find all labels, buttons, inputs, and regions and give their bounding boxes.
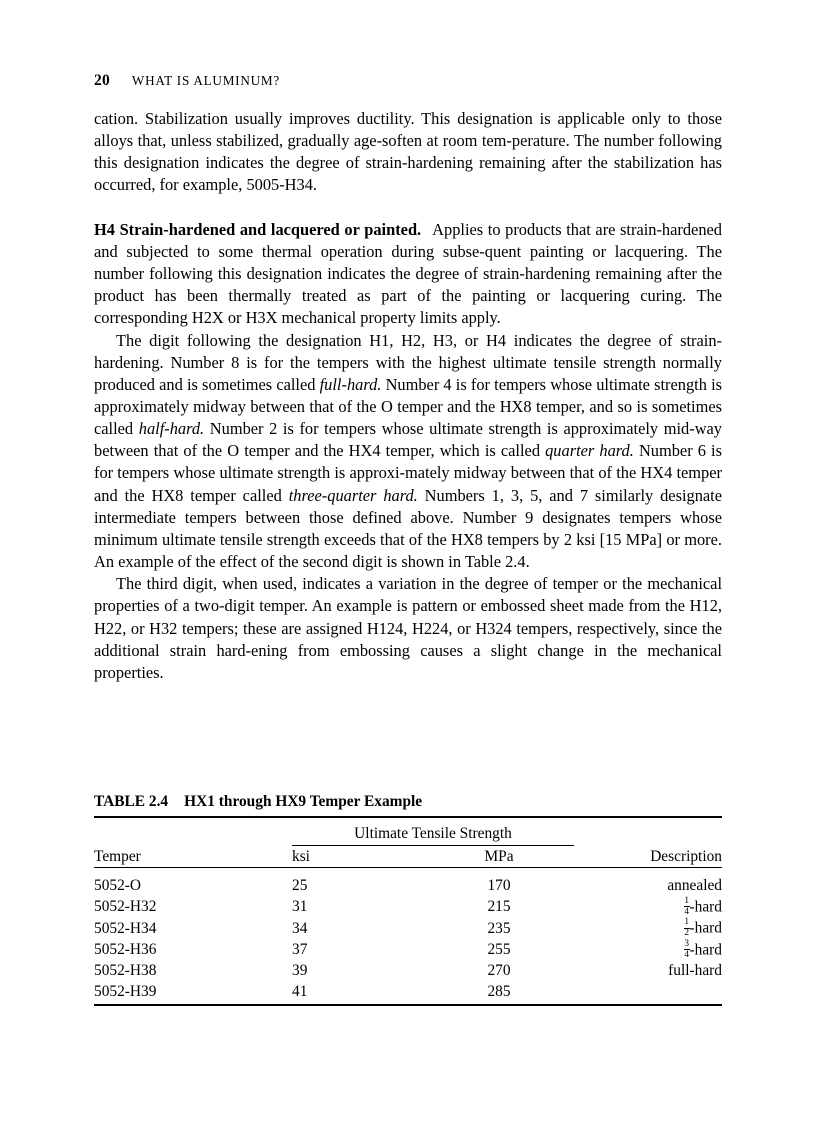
cell-mpa: 285 [487,982,511,1000]
cell-ksi: 41 [292,982,308,1000]
table-row [94,895,722,917]
column-header-temper: Temper [94,848,141,865]
term-half-hard: half-hard. [138,419,205,439]
cell-description: full-hard [668,962,722,980]
h4-run-in-heading: H4 Strain-hardened and lacquered or painted. [94,219,422,239]
fraction-numerator: 1 [684,895,690,906]
paragraph-third-digit-text: The third digit, when used, indicates a variation in the degree of temper or the mechanical properties of a two-digit temper. An example is pattern or embossed sheet made from the H12, H22, or H32 tempers; these are assigned H124, H224, or H324 tempers, respectively, since the additional strain hard-ening from embossing causes a slight change in the mechanical properties. [94,574,722,682]
paragraph-continuation [94,108,722,197]
fraction-numerator: 1 [684,917,690,928]
table-row [94,939,722,961]
digit-text-part-3: Number 2 is for tempers whose ultimate strength is approximately mid-way between that of the O temper and the HX4 temper, which is called [94,419,723,461]
table-bottom-rule-cell [94,1005,722,1009]
term-three-quarter-hard: three-quarter hard. [288,485,418,505]
body-text-column [94,108,722,684]
table-caption-title: HX1 through HX9 Temper Example [184,793,423,810]
cell-ksi: 39 [292,962,308,980]
table-column-header-row [94,846,722,868]
digit-text-part-1: The digit following the designation H1, H2, H3, or H4 indicates the degree of strain-hardening. Number 8 is for the tempers with the highest ultimate tensile strength normally produced and is sometimes called [94,330,722,394]
cell-temper: 5052-H39 [94,982,157,1000]
digit-text-part-4: Number 6 is for tempers whose ultimate strength is approxi-mately midway between that of the HX4 temper and the HX8 temper called [94,441,722,505]
cell-ksi: 25 [292,877,308,894]
page-number: 20 [94,72,110,89]
cell-ksi: 34 [292,919,308,937]
cell-temper: 5052-H38 [94,962,157,980]
chapter-title: WHAT IS ALUMINUM? [131,73,280,88]
cell-description: $\frac{1}{4}$ -hard [684,895,722,917]
paragraph-third-digit [94,573,722,684]
cell-mpa: 235 [487,919,511,937]
fraction-glyph [684,897,690,917]
column-header-ksi: ksi [292,848,310,865]
table-span-header-row [94,823,722,846]
table-row [94,960,722,981]
cell-mpa: 215 [487,898,511,916]
table-bottom-rule [94,1005,722,1009]
cell-mpa: 255 [487,941,511,959]
table-row [94,872,722,895]
cell-description: annealed [667,877,722,894]
cell-temper: 5052-H36 [94,941,157,959]
cell-description [574,981,722,1006]
cell-mpa: 170 [487,877,511,894]
fraction-denominator: 4 [684,906,690,917]
cell-ksi: 37 [292,941,308,959]
cell-temper: 5052-H32 [94,898,157,916]
cell-ksi: 31 [292,898,308,916]
temper-example-table [94,816,722,1009]
table-row [94,981,722,1006]
cell-mpa: 270 [487,962,511,980]
span-header-spacer-temper [94,823,292,846]
fraction-numerator: 3 [684,938,690,949]
table-row [94,917,722,939]
h4-body-text: Applies to products that are strain-hardened and subjected to some thermal operation during subse-quent painting or lacquering. The number following this designation indicates the degree of strain-hardening remaining after the product has been thermally treated as part of the painting or lacquering curing. The corresponding H2X or H3X mechanical property limits apply. [94,219,722,328]
term-full-hard: full-hard. [319,374,382,394]
fraction-denominator: 4 [684,949,690,960]
table-body [94,872,722,1005]
digit-text-part-2: Number 4 is for tempers whose ultimate strength is approximately midway between that of the O temper and the HX8 temper, and so is sometimes called [94,374,723,439]
fraction-glyph [684,918,690,938]
span-header-spacer-description [574,823,722,846]
running-head [94,72,721,92]
span-header-ultimate-tensile-strength: Ultimate Tensile Strength [292,823,574,846]
table-2-4-block [94,792,722,1009]
fraction-glyph [684,940,690,960]
column-header-mpa: MPa [484,848,514,865]
table-caption-label: TABLE 2.4 [94,793,169,810]
fraction-denominator: 2 [684,928,690,939]
term-quarter-hard: quarter hard. [545,441,634,461]
digit-text-part-5: Numbers 1, 3, 5, and 7 similarly designate intermediate tempers between those defined above. Number 9 designates tempers whose minimum ultimate tensile strength exceeds that of the HX8 tempers by 2 ksi [15 MPa] or more. An example of the effect of the second digit is shown in Table 2.4. [94,485,722,572]
paragraph-h4-section [94,219,722,330]
paragraph-continuation-text: cation. Stabilization usually improves ductility. This designation is applicable only to those alloys that, unless stabilized, gradually age-soften at room tem-perature. The number following this designation indicates the degree of strain-hardening remaining after the stabilization has occurred, for example, 5005-H34. [94,109,722,195]
paragraph-digit-meaning [94,330,722,574]
cell-description: $\frac{1}{2}$ -hard [684,917,722,939]
column-header-description: Description [650,848,722,865]
cell-temper: 5052-O [94,877,142,894]
cell-description: $\frac{3}{4}$ -hard [684,938,722,960]
cell-temper: 5052-H34 [94,919,157,937]
table-caption [94,792,722,812]
